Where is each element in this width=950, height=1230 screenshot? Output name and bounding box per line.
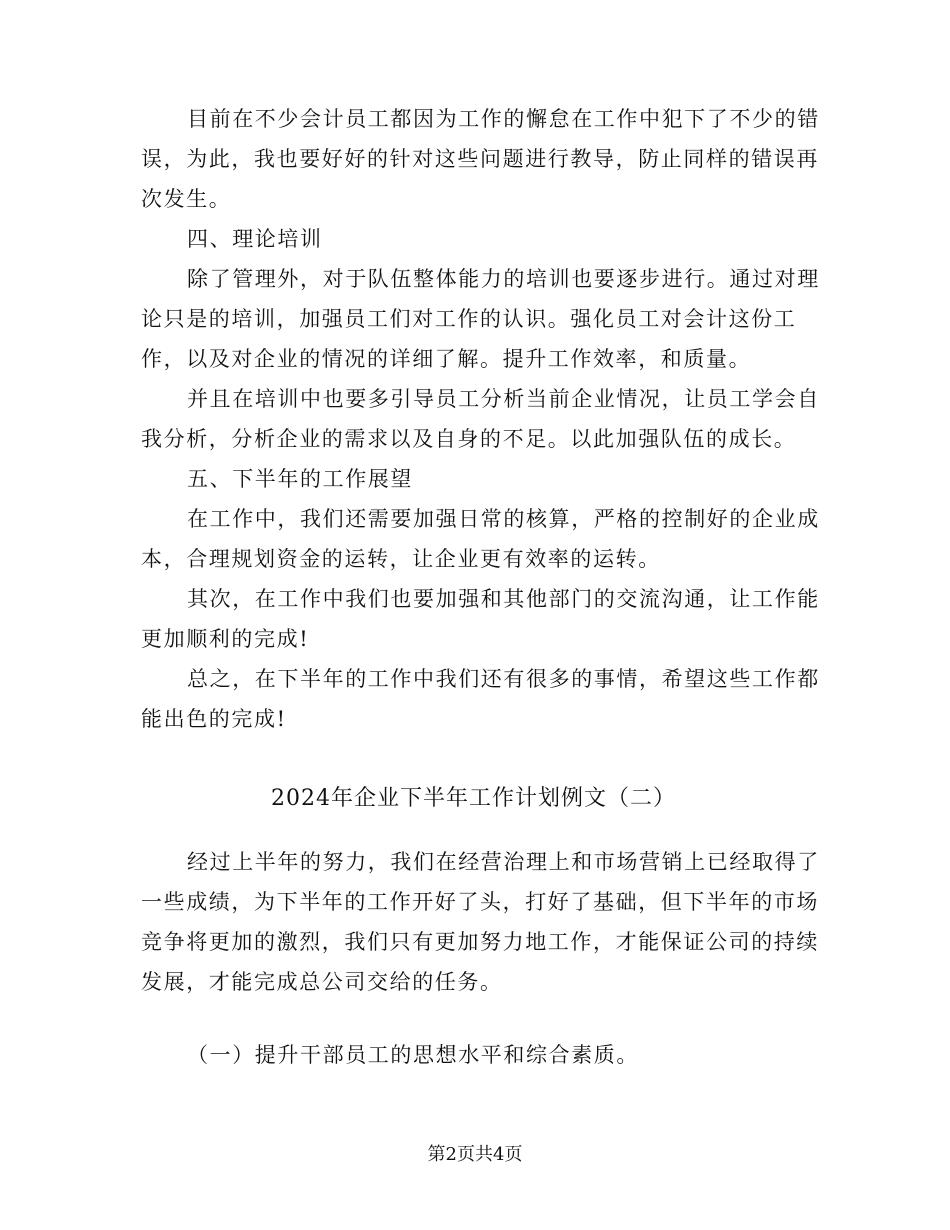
paragraph-line: 误，为此，我也要好好的针对这些问题进行教导，防止同样的错误再 [141,147,819,171]
subsection-heading: （一）提升干部员工的思想水平和综合素质。 [187,1043,639,1067]
paragraph-line: 目前在不少会计员工都因为工作的懈怠在工作中犯下了不少的错 [187,107,820,131]
body-text-block-1 [141,99,820,739]
paragraph-line: 竞争将更加的激烈，我们只有更加努力地工作，才能保证公司的持续 [141,930,819,954]
page-number-footer: 第2页共4页 [427,1144,523,1165]
paragraph-line: 其次，在工作中我们也要加强和其他部门的交流沟通，让工作能 [187,587,820,611]
paragraph-line: 作，以及对企业的情况的详细了解。提升工作效率，和质量。 [141,347,752,371]
document-title: 2024年企业下半年工作计划例文（二） [271,786,676,811]
paragraph-line: 一些成绩，为下半年的工作开好了头，打好了基础，但下半年的市场 [141,890,819,914]
section-heading: 五、下半年的工作展望 [187,467,413,491]
paragraph-line: 论只是的培训，加强员工们对工作的认识。强化员工对会计这份工 [141,307,797,331]
body-text-block-3 [141,1035,806,1075]
paragraph-line: 除了管理外，对于队伍整体能力的培训也要逐步进行。通过对理 [187,267,820,291]
paragraph-line: 在工作中，我们还需要加强日常的核算，严格的控制好的企业成 [187,507,820,531]
paragraph-line: 发展，才能完成总公司交给的任务。 [141,970,503,994]
paragraph-line: 本，合理规划资金的运转，让企业更有效率的运转。 [141,547,661,571]
paragraph-line: 我分析，分析企业的需求以及自身的不足。以此加强队伍的成长。 [141,427,797,451]
paragraph-line: 经过上半年的努力，我们在经营治理上和市场营销上已经取得了 [187,850,820,874]
section-heading: 四、理论培训 [187,227,323,251]
paragraph-line: 总之，在下半年的工作中我们还有很多的事情，希望这些工作都 [187,667,820,691]
paragraph-line: 并且在培训中也要多引导员工分析当前企业情况，让员工学会自 [187,387,820,411]
paragraph-line: 次发生。 [141,187,232,211]
body-text-block-2 [141,842,820,1002]
paragraph-line: 更加顺利的完成! [141,627,310,651]
paragraph-line: 能出色的完成! [141,707,287,731]
